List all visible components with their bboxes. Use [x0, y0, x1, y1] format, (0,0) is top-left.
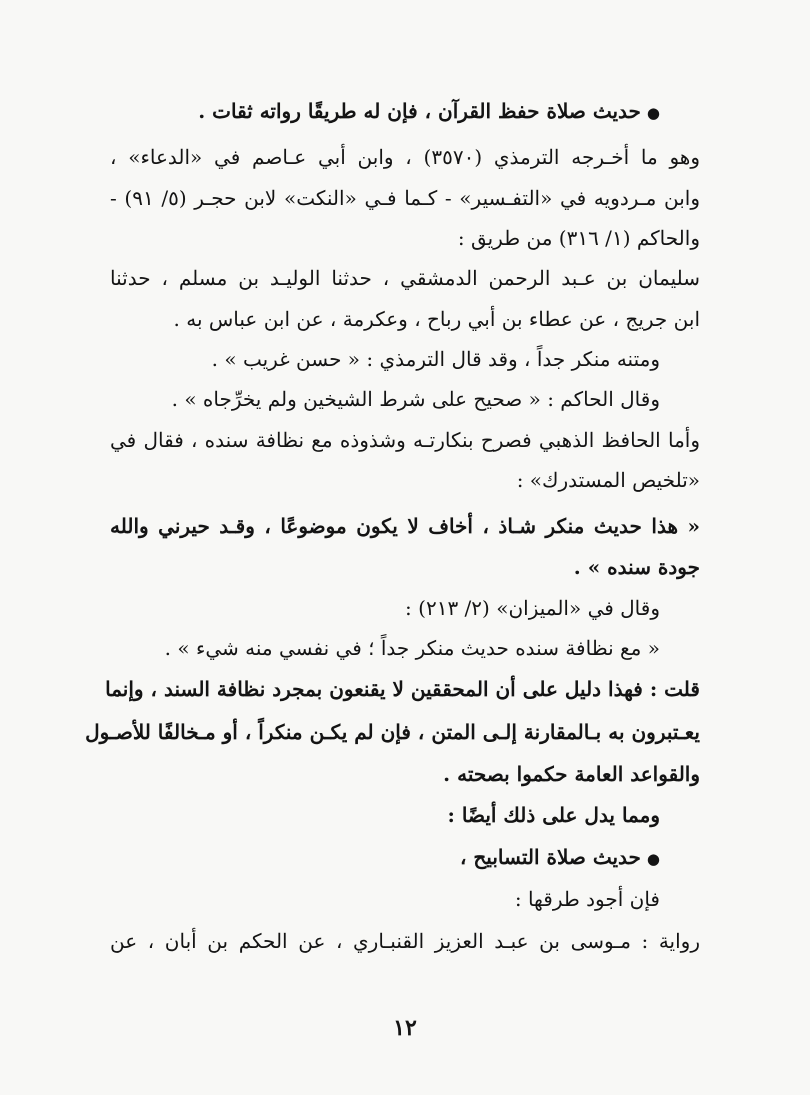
text-line: ومتنه منكر جداً ، وقد قال الترمذي : « حسن غريب » . [211, 347, 660, 371]
heading-hadith-hifz-quran [198, 97, 660, 127]
quote-dhahabi-end: جودة سنده » . [573, 555, 700, 579]
comment-line: قلت : فهذا دليل على أن المحققين لا يقنعون بمجرد نظافة السند ، وإنما [105, 677, 700, 701]
bullet-icon: ● [646, 104, 660, 122]
text-line: ابن جريج ، عن عطاء بن أبي رباح ، وعكرمة ، عن ابن عباس به . [173, 307, 700, 331]
bullet-icon: ● [646, 850, 660, 868]
comment-line: يعـتبرون به بـالمقارنة إلـى المتن ، فإن لم يكـن منكراً ، أو مـخالفًا للأصـول [85, 720, 700, 744]
text-line: « مع نظافة سنده حديث منكر جداً ؛ في نفسي منه شيء » . [164, 636, 660, 660]
text-line: رواية : مـوسى بن عبـد العزيز القنبـاري ، عن الحكم بن أبان ، عن [110, 929, 700, 953]
text-line: فإن أجود طرقها : [514, 887, 660, 911]
text-line: «تلخيص المستدرك» : [516, 468, 700, 492]
text-line: وهو ما أخـرجه الترمذي (٣٥٧٠) ، وابن أبي عـاصم في «الدعاء» ، [110, 145, 701, 169]
text-line: وقال الحاكم : « صحيح على شرط الشيخين ولم يخرِّجاه » . [171, 387, 660, 411]
page-number: ١٢ [393, 1015, 417, 1041]
text-line: وأما الحافظ الذهبي فصرح بنكارتـه وشذوذه مع نظافة سنده ، فقال في [110, 428, 700, 452]
text-line: سليمان بن عـبد الرحمن الدمشقي ، حدثنا الوليـد بن مسلم ، حدثنا [110, 266, 700, 290]
text-line: والحاكم (١/ ٣١٦) من طريق : [457, 226, 700, 250]
text-line: وقال في «الميزان» (٢/ ٢١٣) : [405, 596, 660, 620]
subheading: ومما يدل على ذلك أيضًا : [447, 803, 660, 827]
heading-text: حديث صلاة حفظ القرآن ، فإن له طريقًا رواته ثقات . [198, 99, 641, 123]
text-line: وابن مـردويه في «التفـسير» - كـما فـي «النكت» لابن حجـر (٥/ ٩١) - [110, 186, 700, 210]
heading-text: حديث صلاة التسابيح ، [459, 845, 641, 869]
quote-dhahabi: « هذا حديث منكر شـاذ ، أخاف لا يكون موضوعًا ، وقـد حيرني والله [110, 514, 700, 538]
heading-hadith-tasabih [460, 843, 660, 873]
comment-line: والقواعد العامة حكموا بصحته . [443, 762, 700, 786]
